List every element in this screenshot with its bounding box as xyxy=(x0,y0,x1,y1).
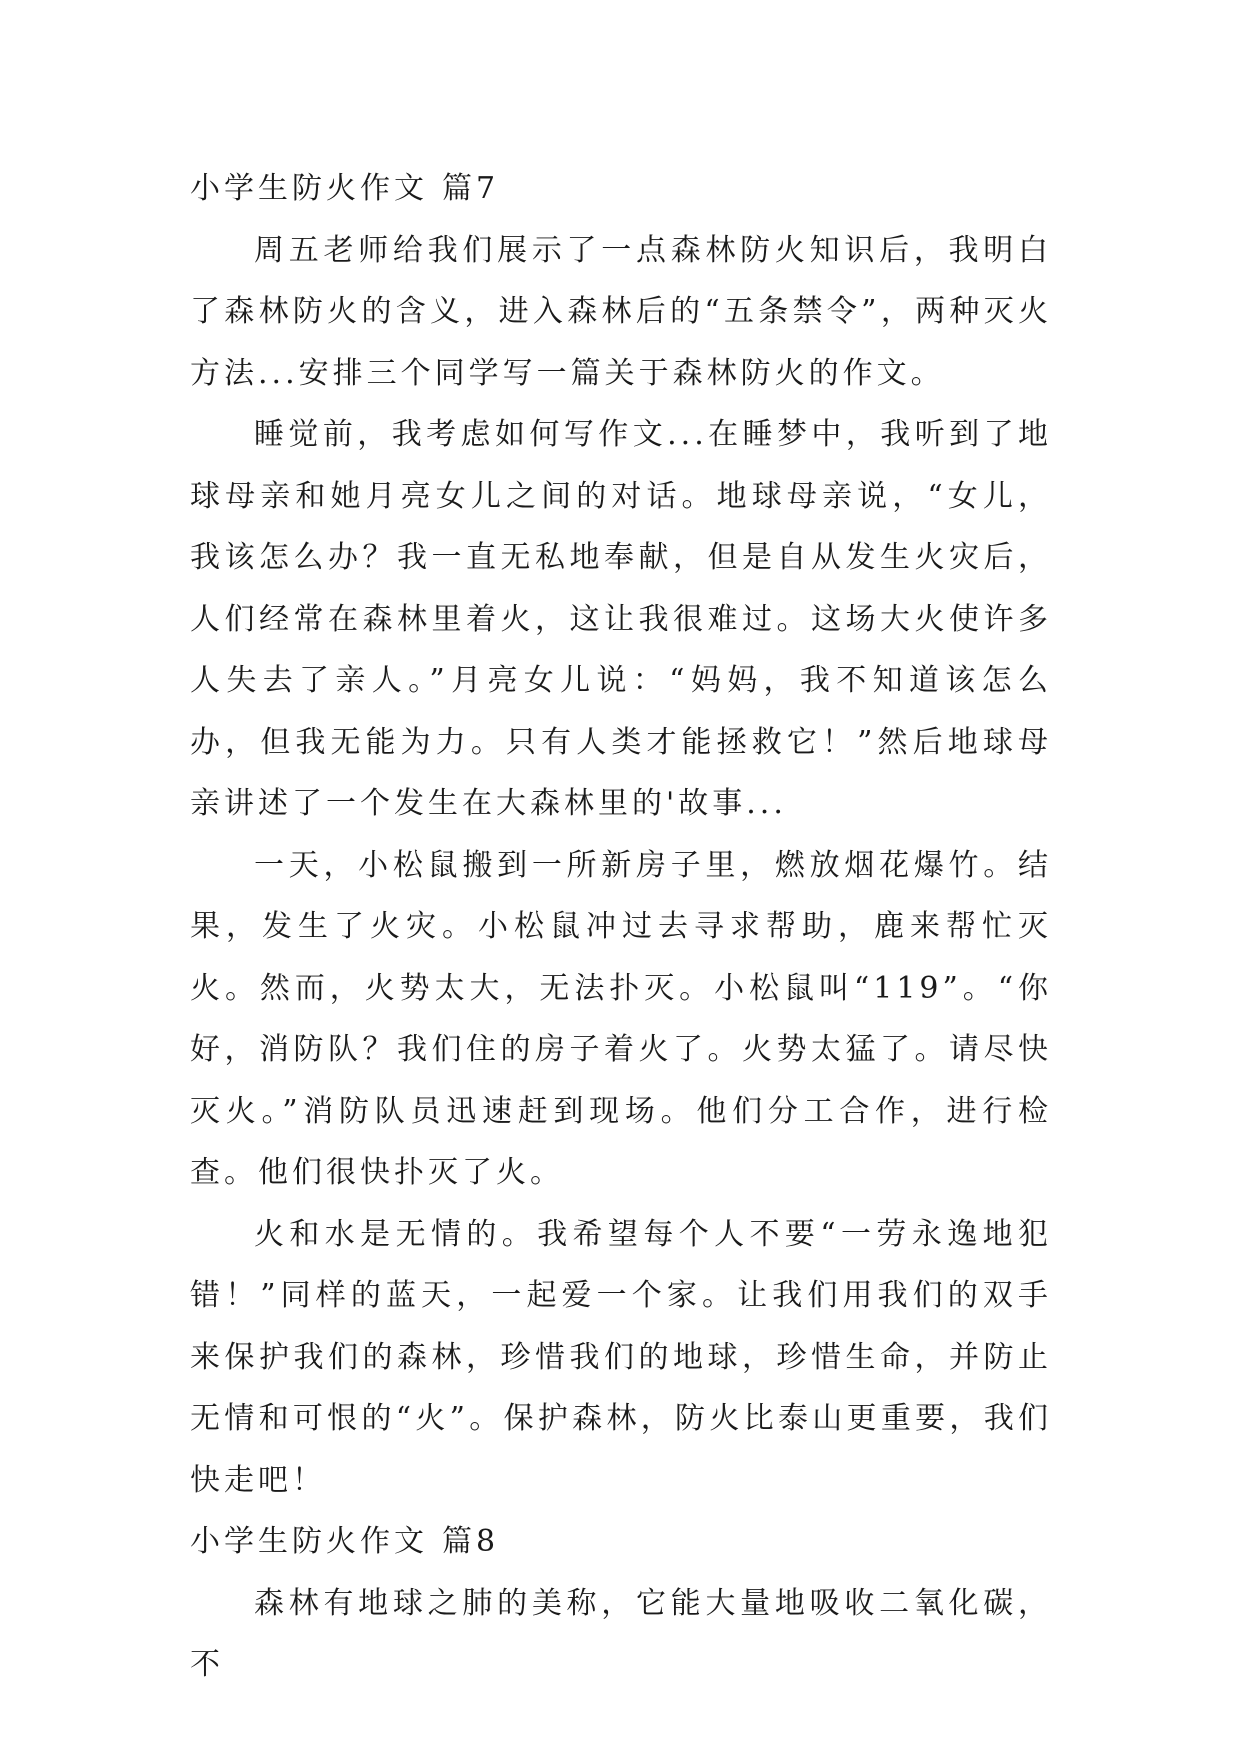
paragraph: 周五老师给我们展示了一点森林防火知识后，我明白了森林防火的含义，进入森林后的“五条禁令”，两种灭火方法...安排三个同学写一篇关于森林防火的作文。 xyxy=(190,232,1052,391)
heading-number: 篇8 xyxy=(442,1524,500,1559)
heading-title: 小学生防火作文 xyxy=(190,171,428,206)
section-heading-7 xyxy=(190,158,1052,220)
heading-title: 小学生防火作文 xyxy=(190,1524,428,1559)
paragraph: 睡觉前，我考虑如何写作文...在睡梦中，我听到了地球母亲和她月亮女儿之间的对话。地球母亲说，“女儿，我该怎么办？我一直无私地奉献，但是自从发生火灾后，人们经常在森林里着火，这让我很难过。这场大火使许多人失去了亲人。”月亮女儿说：“妈妈，我不知道该怎么办，但我无能为力。只有人类才能拯救它！”然后地球母亲讲述了一个发生在大森林里的'故事... xyxy=(190,417,1052,821)
paragraph: 森林有地球之肺的美称，它能大量地吸收二氧化碳，不 xyxy=(190,1585,1052,1682)
paragraph: 火和水是无情的。我希望每个人不要“一劳永逸地犯错！”同样的蓝天，一起爱一个家。让我们用我们的双手来保护我们的森林，珍惜我们的地球，珍惜生命，并防止无情和可恨的“火”。保护森林，防火比泰山更重要，我们快走吧！ xyxy=(190,1216,1052,1498)
document-body xyxy=(190,158,1052,1696)
paragraph: 一天，小松鼠搬到一所新房子里，燃放烟花爆竹。结果，发生了火灾。小松鼠冲过去寻求帮助，鹿来帮忙灭火。然而，火势太大，无法扑灭。小松鼠叫“119”。“你好，消防队？我们住的房子着火了。火势太猛了。请尽快灭火。”消防队员迅速赶到现场。他们分工合作，进行检查。他们很快扑灭了火。 xyxy=(190,847,1052,1190)
section-heading-8 xyxy=(190,1511,1052,1573)
heading-number: 篇7 xyxy=(442,171,500,206)
